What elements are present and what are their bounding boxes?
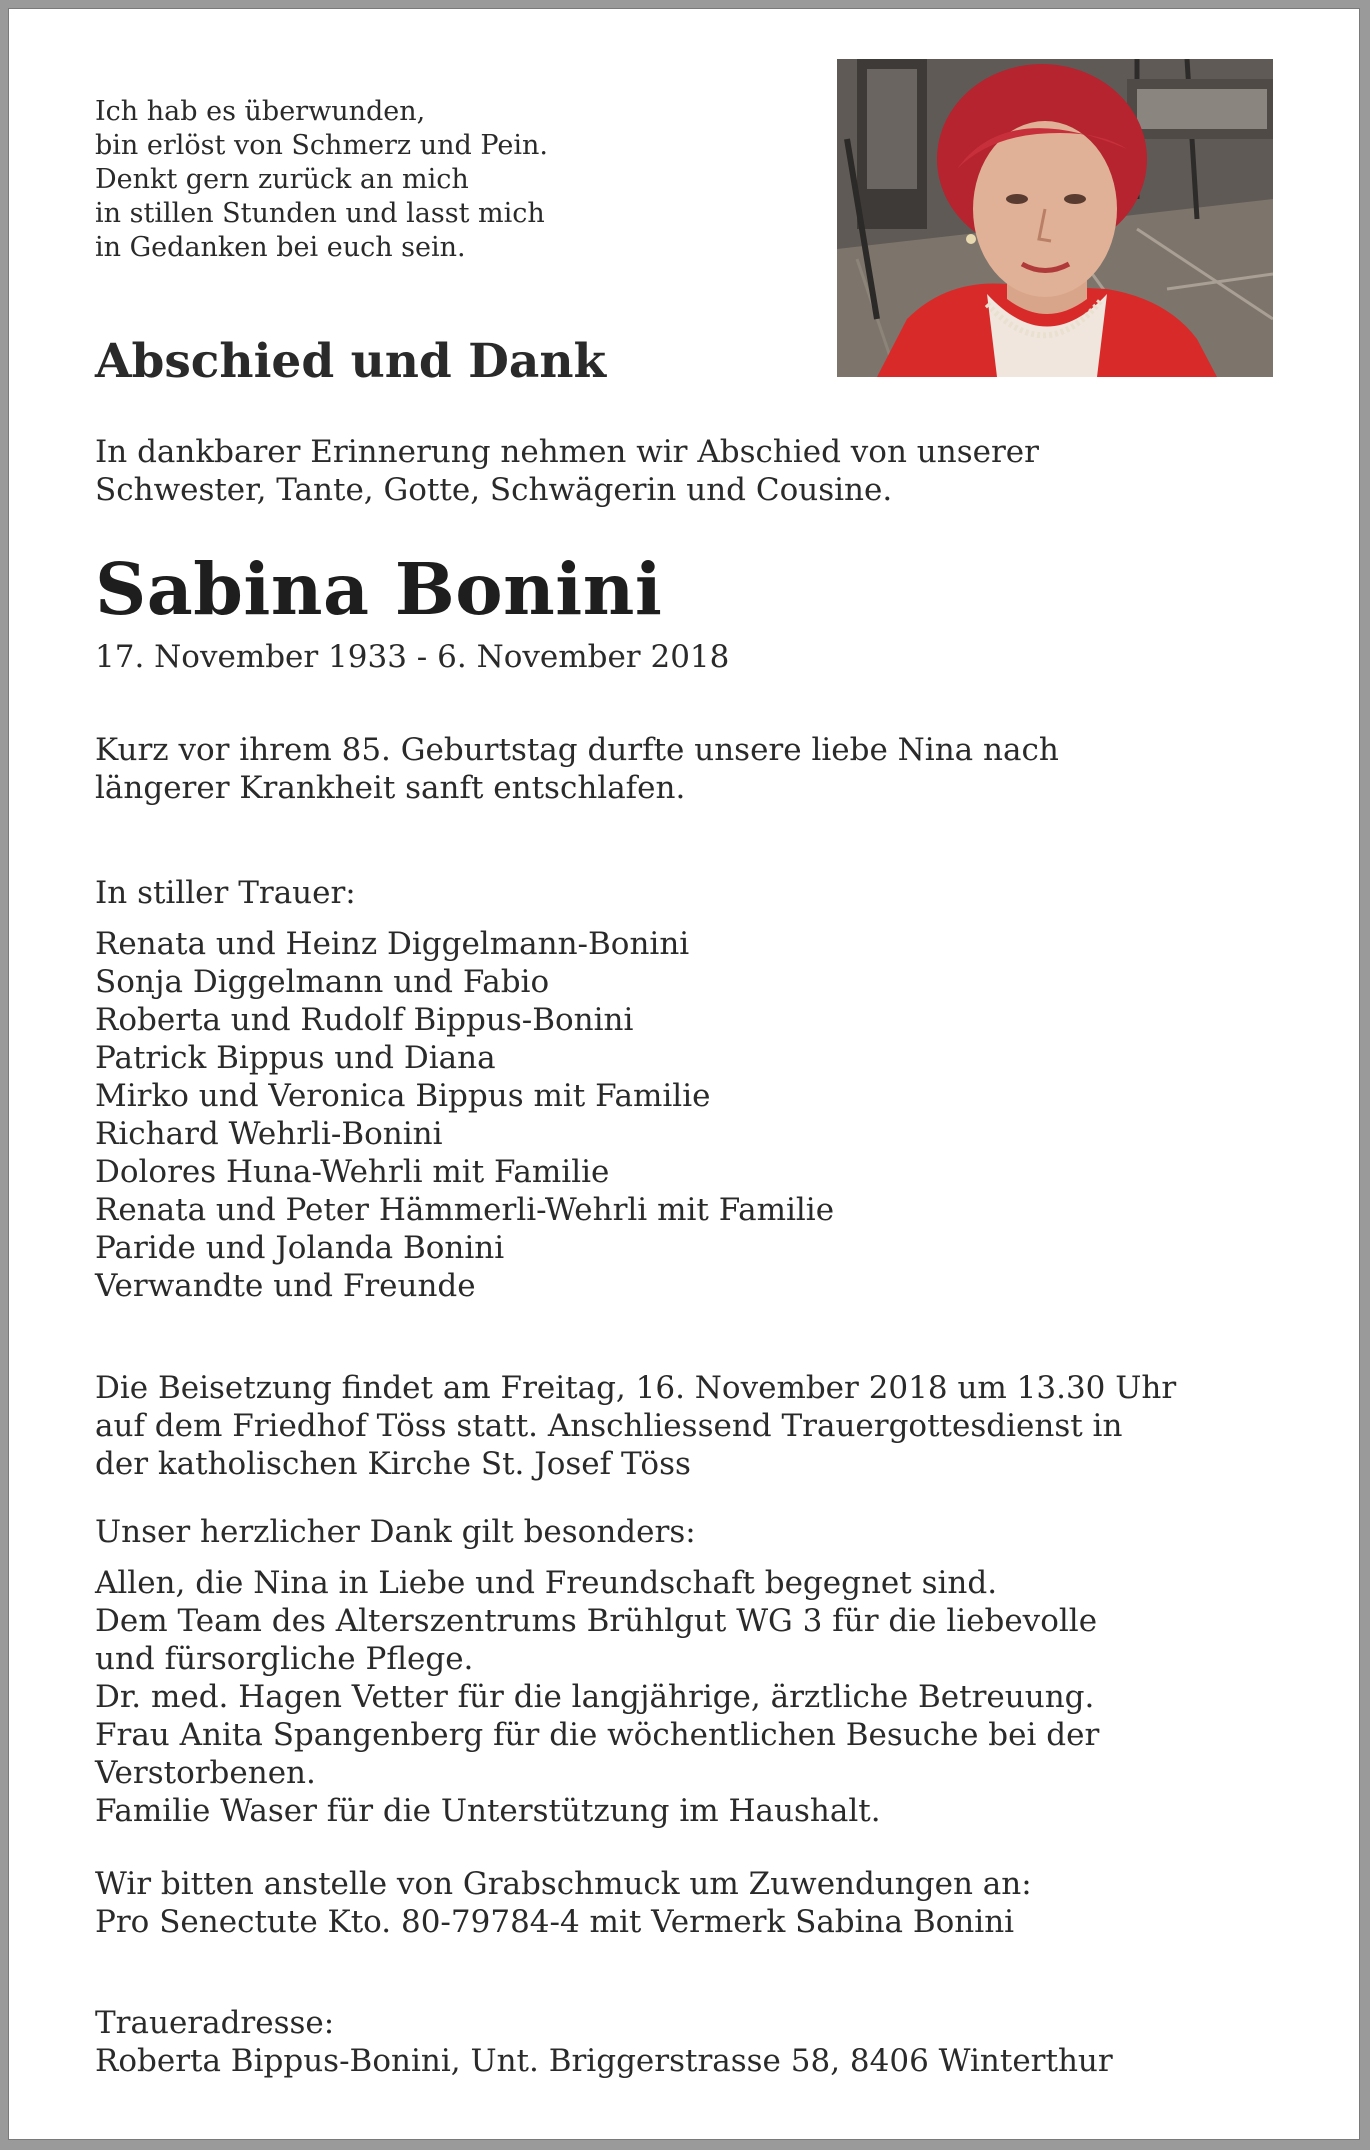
funeral-line: Die Beisetzung findet am Freitag, 16. November 2018 um 13.30 Uhr <box>95 1370 1177 1406</box>
donation-line: Wir bitten anstelle von Grabschmuck um Zuwendungen an: <box>95 1866 1032 1902</box>
address-value: Roberta Bippus-Bonini, Unt. Briggerstrasse 58, 8406 Winterthur <box>95 2043 1113 2079</box>
thanks-list <box>95 1564 1275 1830</box>
thanks-line: und fürsorgliche Pflege. <box>95 1641 474 1677</box>
poem-line: Denkt gern zurück an mich <box>95 164 469 195</box>
deceased-name: Sabina Bonini <box>95 547 663 631</box>
mourning-address <box>95 2004 1275 2080</box>
thanks-line: Frau Anita Spangenberg für die wöchentlichen Besuche bei der <box>95 1717 1100 1753</box>
poem-line: bin erlöst von Schmerz und Pein. <box>95 130 548 161</box>
note-line: Kurz vor ihrem 85. Geburtstag durfte unsere liebe Nina nach <box>95 732 1059 768</box>
thanks-line: Familie Waser für die Unterstützung im Haushalt. <box>95 1793 881 1829</box>
poem-line: in Gedanken bei euch sein. <box>95 232 466 263</box>
mourner-name: Mirko und Veronica Bippus mit Familie <box>95 1078 711 1114</box>
portrait-photo <box>837 59 1273 377</box>
mourner-name: Richard Wehrli-Bonini <box>95 1116 443 1152</box>
obituary-page <box>8 8 1360 2140</box>
intro-line: In dankbarer Erinnerung nehmen wir Abschied von unserer <box>95 434 1039 470</box>
mourner-name: Renata und Peter Hämmerli-Wehrli mit Familie <box>95 1192 835 1228</box>
thanks-label-text: Unser herzlicher Dank gilt besonders: <box>95 1514 696 1550</box>
donation-info <box>95 1865 1275 1941</box>
mourner-name: Roberta und Rudolf Bippus-Bonini <box>95 1002 634 1038</box>
funeral-line: auf dem Friedhof Töss statt. Anschliessend Trauergottesdienst in <box>95 1408 1123 1444</box>
thanks-line: Dr. med. Hagen Vetter für die langjährige, ärztliche Betreuung. <box>95 1679 1095 1715</box>
mourner-name: Renata und Heinz Diggelmann-Bonini <box>95 926 690 962</box>
address-label: Traueradresse: <box>95 2005 335 2041</box>
mourner-name: Verwandte und Freunde <box>95 1268 476 1304</box>
poem-line: Ich hab es überwunden, <box>95 96 426 127</box>
poem <box>95 95 815 265</box>
intro-text <box>95 433 1275 509</box>
birthday-note <box>95 731 1275 807</box>
funeral-line: der katholischen Kirche St. Josef Töss <box>95 1446 691 1482</box>
life-dates: 17. November 1933 - 6. November 2018 <box>95 639 730 675</box>
thanks-label <box>95 1513 1275 1551</box>
mourner-name: Paride und Jolanda Bonini <box>95 1230 505 1266</box>
funeral-info <box>95 1369 1275 1483</box>
thanks-line: Allen, die Nina in Liebe und Freundschaft begegnet sind. <box>95 1565 998 1601</box>
mourner-name: Patrick Bippus und Diana <box>95 1040 496 1076</box>
mourners-label-text: In stiller Trauer: <box>95 875 356 911</box>
mourners-label <box>95 874 1275 912</box>
thanks-line: Verstorbenen. <box>95 1755 316 1791</box>
mourner-name: Sonja Diggelmann und Fabio <box>95 964 550 1000</box>
note-line: längerer Krankheit sanft entschlafen. <box>95 770 686 806</box>
thanks-line: Dem Team des Alterszentrums Brühlgut WG 3 für die liebevolle <box>95 1603 1098 1639</box>
mourner-name: Dolores Huna-Wehrli mit Familie <box>95 1154 610 1190</box>
poem-line: in stillen Stunden und lasst mich <box>95 198 545 229</box>
page-title: Abschied und Dank <box>95 334 607 389</box>
donation-line: Pro Senectute Kto. 80-79784-4 mit Vermerk Sabina Bonini <box>95 1904 1015 1940</box>
intro-line: Schwester, Tante, Gotte, Schwägerin und Cousine. <box>95 472 893 508</box>
mourners-list <box>95 925 1275 1305</box>
